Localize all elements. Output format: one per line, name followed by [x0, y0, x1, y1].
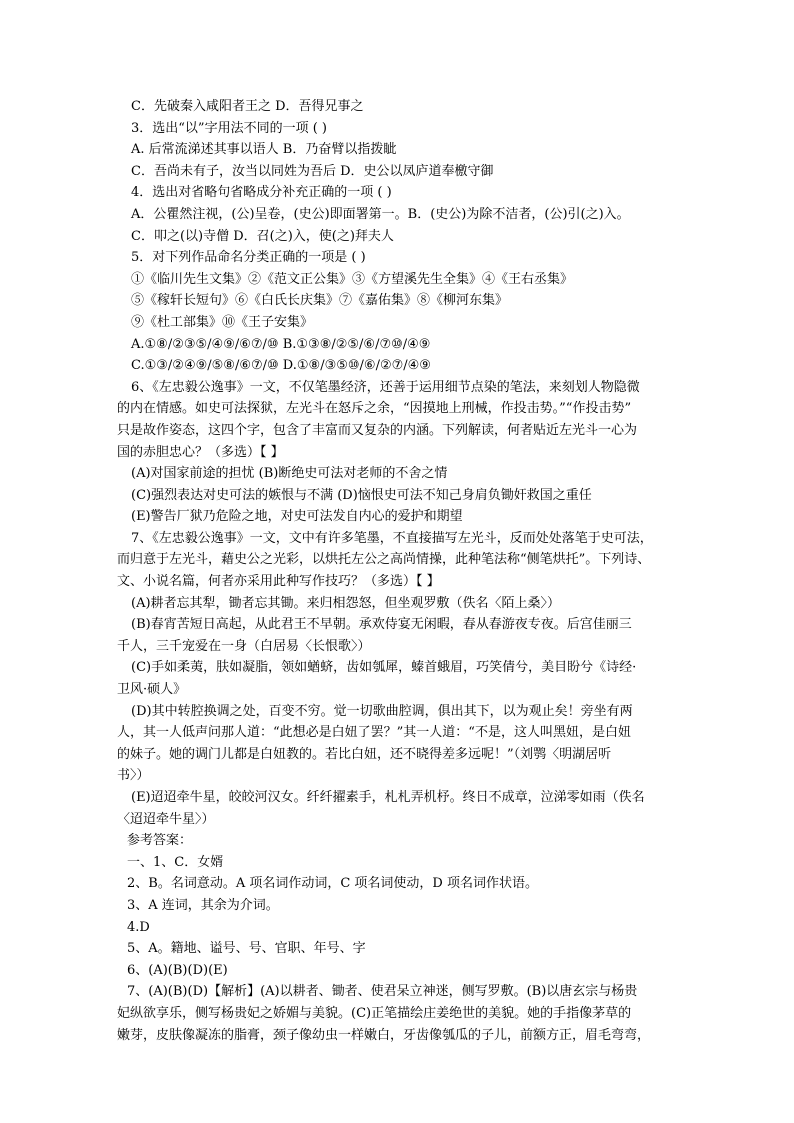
text-line: 〈迢迢牵牛星〉） [117, 811, 215, 827]
text-line: (C)强烈表达对史可法的嫉恨与不满 (D)恼恨史可法不知己身肩负锄奸救国之重任 [131, 487, 592, 503]
text-line: 3．选出“以”字用法不同的一项 ( ) [131, 120, 327, 136]
text-line: ⑨《杜工部集》⑩《王子安集》 [131, 314, 314, 330]
text-line: (E)迢迢牵牛星，皎皎河汉女。纤纤擢素手，札札弄机杼。终日不成章，泣涕零如雨（佚名 [131, 790, 645, 805]
text-line: C．吾尚未有子，汝当以同姓为吾后 D．史公以凤庐道奉檄守御 [131, 163, 494, 179]
text-line: (E)警告厂狱乃危险之地，对史可法发自内心的爱护和期望 [131, 509, 463, 525]
text-line: 3、A 连词，其余为介词。 [127, 897, 279, 913]
text-line: 的妹子。她的调门儿都是白妞教的。若比白妞，还不晓得差多远呢！”（刘鹗〈明湖居听 [117, 746, 612, 762]
text-line: ①《临川先生文集》②《范文正公集》③《方望溪先生全集》④《王右丞集》 [131, 271, 574, 287]
text-line: (B)春宵苦短日高起，从此君王不早朝。承欢侍宴无闲暇，春从春游夜专夜。后宫佳丽三 [131, 617, 632, 633]
text-line: 人，其一人低声问那人道：“此想必是白妞了罢？”其一人道：“不是，这人叫黑妞，是白妞 [117, 725, 631, 741]
text-line: 国的赤胆忠心？（多选）【 】 [117, 444, 284, 460]
text-line: 4．选出对省略句省略成分补充正确的一项 ( ) [131, 185, 392, 201]
document-body [117, 96, 682, 1046]
text-line: 5、A。籍地、谥号、号、官职、年号、字 [127, 941, 366, 957]
text-line: 4.D [127, 919, 150, 935]
text-line: A. 后常流涕述其事以语人 B．乃奋臂以指拨眦 [131, 142, 397, 158]
text-line: 参考答案： [127, 833, 193, 849]
text-line: 的内在情感。如史可法探狱，左光斗在怒斥之余，“因摸地上刑械，作投击势。”“作投击势” [117, 401, 632, 417]
text-line: 而归意于左光斗，藉史公之光彩，以烘托左公之高尚情操，此种笔法称“侧笔烘托”。下列诗、 [117, 552, 651, 568]
text-line: C．先破秦入咸阳者王之 D．吾得兄事之 [131, 99, 364, 114]
text-line: (A)耕者忘其犁，锄者忘其锄。来归相怨怒，但坐观罗敷（佚名〈陌上桑〉） [131, 595, 561, 611]
text-line: (A)对国家前途的担忧 (B)断绝史可法对老师的不舍之情 [131, 466, 448, 482]
text-line: ⑤《稼轩长短句》⑥《白氏长庆集》⑦《嘉佑集》⑧《柳河东集》 [131, 293, 509, 309]
text-line: A.①⑧/②③⑤/④⑨/⑥⑦/⑩ B.①③⑧/②⑤/⑥/⑦⑩/④⑨ [131, 336, 431, 352]
text-line: 2、B。名词意动。A 项名词作动词，C 项名词使动，D 项名词作状语。 [127, 876, 538, 892]
text-line: 妃纵欲享乐，侧写杨贵妃之娇媚与美貌。(C)正笔描绘庄姜绝世的美貌。她的手指像茅草的 [117, 1005, 632, 1021]
text-line: C．叩之(以)寺僧 D．召(之)入，使(之)拜夫人 [131, 228, 394, 244]
text-line: 卫风·硕人》 [117, 682, 187, 698]
text-line: 嫩芽，皮肤像凝冻的脂膏，颈子像幼虫一样嫩白，牙齿像瓠瓜的子儿，前额方正，眉毛弯弯， [117, 1027, 651, 1043]
text-line: 5．对下列作品命名分类正确的一项是 ( ) [131, 250, 366, 266]
text-line: 书〉） [117, 768, 150, 784]
text-line: C.①③/②④⑨/⑤⑧/⑥⑦/⑩ D.①⑧/③⑤⑩/⑥/②⑦/④⑨ [131, 358, 431, 374]
text-line: 7、(A)(B)(D)【解析】(A)以耕者、锄者、使君呆立神迷，侧写罗敷。(B)以唐玄宗与杨贵 [127, 984, 638, 1000]
text-line: 只是故作姿态，这四个字，包含了丰富而又复杂的内涵。下列解读，何者贴近左光斗一心为 [117, 422, 638, 438]
text-line: A．公瞿然注视，(公)呈卷，(史公)即面署第一。B．(史公)为除不洁者，(公)引(之)入。 [131, 206, 630, 222]
text-line: (D)其中转腔换调之处，百变不穷。觉一切歌曲腔调，俱出其下，以为观止矣！旁坐有两 [131, 703, 633, 719]
text-line: 6、《左忠毅公逸事》一文，不仅笔墨经济，还善于运用细节点染的笔法，来刻划人物隐微 [131, 379, 640, 395]
text-line: 7、《左忠毅公逸事》一文，文中有许多笔墨，不直接描写左光斗，反而处处落笔于史可法， [131, 530, 653, 546]
text-line: 千人，三千宠爱在一身（白居易〈长恨歌〉） [117, 638, 371, 654]
text-line: 6、(A)(B)(D)(E) [127, 962, 228, 978]
text-line: (C)手如柔荑，肤如凝脂，领如蝤蛴，齿如瓠犀，螓首蛾眉，巧笑倩兮，美目盼兮《诗经· [131, 660, 637, 676]
text-line: 文、小说名篇，何者亦采用此种写作技巧？（多选）【 】 [117, 574, 440, 590]
text-line: 一、1、C．女婿 [127, 854, 224, 870]
